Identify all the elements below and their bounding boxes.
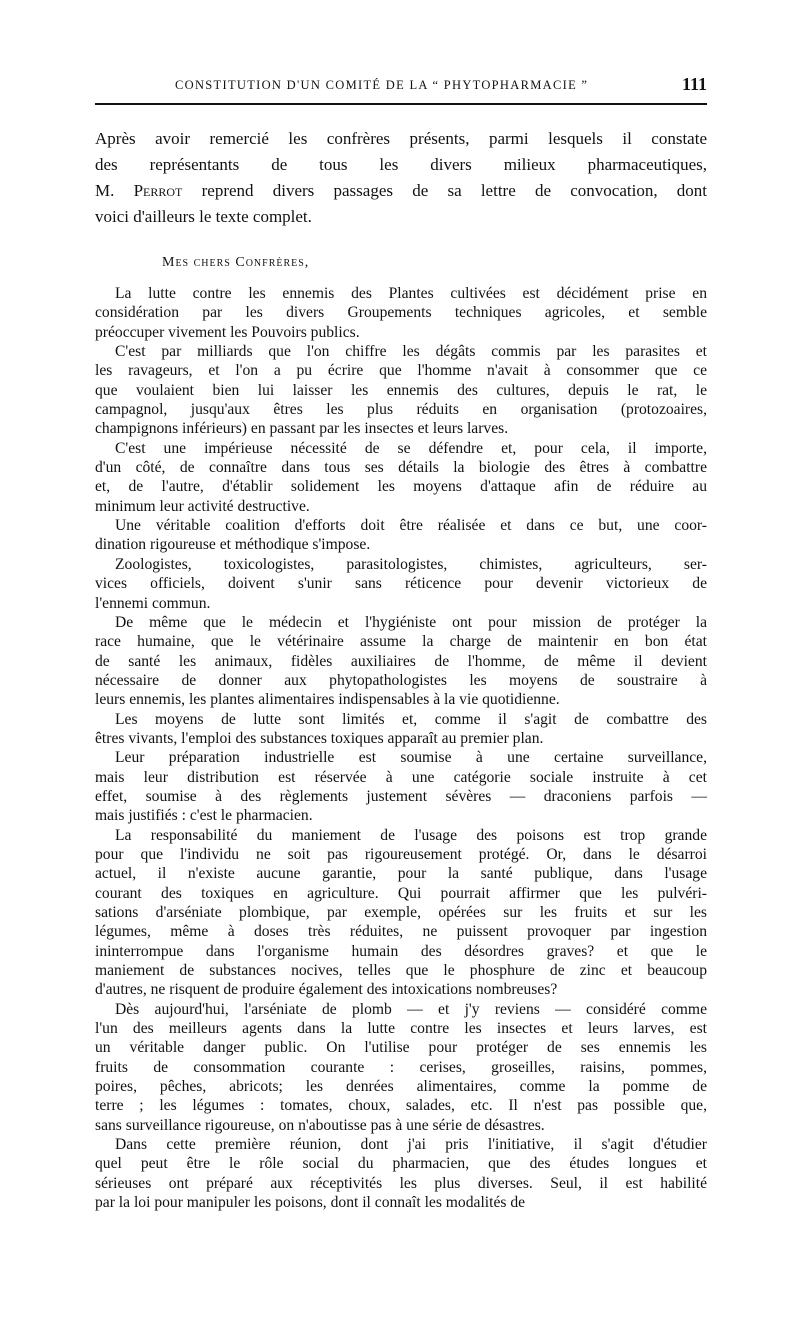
intro-paragraph [95, 126, 707, 230]
header-rule [95, 103, 707, 105]
letter-line: légumes, même à doses très réduites, ne puissent provoquer par ingestion [95, 923, 707, 941]
letter-line: effet, soumise à des règlements justement sévères — draconiens parfois — [95, 787, 707, 805]
letter-line: d'autres, ne risquent de produire également des intoxications nombreuses? [95, 981, 558, 999]
letter-paragraph [95, 710, 707, 749]
letter-line: De même que le médecin et l'hygiéniste ont pour mission de protéger la [115, 613, 707, 631]
letter-body [95, 284, 707, 1213]
intro-line: Après avoir remercié les confrères présents, parmi lesquels il constate [95, 129, 707, 148]
letter-paragraph [95, 613, 707, 710]
intro-line: voici d'ailleurs le texte complet. [95, 207, 312, 226]
letter-line: actuel, il n'existe aucune garantie, pour la santé publique, dans l'usage [95, 865, 707, 883]
letter-line: quel peut être le rôle social du pharmacien, que des études longues et [95, 1155, 707, 1173]
letter-paragraph [95, 516, 707, 555]
letter-paragraph [95, 555, 707, 613]
letter-line: d'un côté, de connaître dans tous ses détails la biologie des êtres à combattre [95, 459, 707, 477]
letter-line: pour que l'individu ne soit pas rigoureusement protégé. Or, dans le désarroi [95, 845, 707, 863]
letter-line: leurs ennemis, les plantes alimentaires indispensables à la vie quotidienne. [95, 691, 560, 709]
letter-line: les ravageurs, et l'on a pu écrire que l'homme n'avait à consommer que ce [95, 362, 707, 380]
letter-line: par la loi pour manipuler les poisons, dont il connaît les modalités de [95, 1194, 526, 1212]
intro-line: des représentants de tous les divers milieux pharmaceutiques, [95, 155, 707, 174]
letter-line: et, de l'autre, d'établir solidement les moyens d'attaque afin de réduire au [95, 478, 707, 496]
letter-line: fruits de consommation courante : cerises, groseilles, raisins, pommes, [95, 1058, 707, 1076]
running-title: CONSTITUTION D'UN COMITÉ DE LA “ PHYTOPHARMACIE ” [175, 78, 589, 92]
letter-line: que voulaient bien lui laisser les ennemis des cultures, depuis le rat, le [95, 381, 707, 399]
letter-line: champignons inférieurs) en passant par les insectes et leurs larves. [95, 420, 509, 438]
letter-line: êtres vivants, l'emploi des substances toxiques apparaît au premier plan. [95, 729, 544, 747]
letter-line: vices officiels, doivent s'unir sans réticence pour devenir victorieux de [95, 575, 707, 593]
letter-line: l'ennemi commun. [95, 594, 211, 612]
letter-line: campagnol, jusqu'aux êtres les plus réduits en organisation (protozoaires, [95, 401, 707, 419]
letter-line: Une véritable coalition d'efforts doit être réalisée et dans ce but, une coor- [115, 517, 707, 535]
letter-paragraph [95, 748, 707, 825]
letter-line: mais leur distribution est réservée à une catégorie sociale instruite à cet [95, 768, 707, 786]
letter-paragraph [95, 1000, 707, 1135]
letter-line: C'est une impérieuse nécessité de se défendre et, pour cela, il importe, [115, 439, 707, 457]
letter-line: l'un des meilleurs agents dans la lutte contre les insectes et leurs larves, est [95, 1020, 707, 1038]
letter-line: terre ; les légumes : tomates, choux, salades, etc. Il n'est pas possible que, [95, 1097, 707, 1115]
letter-line: minimum leur activité destructive. [95, 497, 310, 515]
letter-paragraph [95, 826, 707, 1000]
letter-line: Zoologistes, toxicologistes, parasitologistes, chimistes, agriculteurs, ser- [115, 555, 707, 573]
intro-line: M. Perrot reprend divers passages de sa lettre de convocation, dont [95, 181, 708, 200]
letter-line: considération par les divers Groupements techniques agricoles, et semble [95, 304, 707, 322]
letter-line: nécessaire de donner aux phytopathologistes les moyens de soustraire à [95, 671, 707, 689]
letter-line: Leur préparation industrielle est soumise à une certaine surveillance, [115, 749, 707, 767]
letter-line: poires, pêches, abricots; les denrées alimentaires, comme la pomme de [95, 1078, 707, 1096]
letter-line: ininterrompue dans l'organisme humain des désordres graves? et que le [95, 942, 707, 960]
letter-line: sérieuses ont préparé aux réceptivités les plus diverses. Seul, il est habilité [95, 1174, 707, 1192]
running-header [95, 74, 707, 98]
letter-line: mais justifiés : c'est le pharmacien. [95, 807, 313, 825]
letter-line: sations d'arséniate plombique, par exemple, opérées sur les fruits et sur les [95, 904, 707, 921]
letter-line: race humaine, que le vétérinaire assume la charge de maintenir en bon état [95, 633, 707, 651]
letter-line: Dans cette première réunion, dont j'ai pris l'initiative, il s'agit d'étudier [115, 1136, 707, 1154]
letter-line: La lutte contre les ennemis des Plantes cultivées est décidément prise en [115, 285, 707, 302]
letter-line: un véritable danger public. On l'utilise pour protéger de ses ennemis les [95, 1039, 707, 1057]
author-name: Perrot [133, 181, 183, 200]
letter-line: dination rigoureuse et méthodique s'impose. [95, 536, 371, 554]
letter-paragraph [95, 284, 707, 342]
letter-paragraph [95, 342, 707, 439]
letter-paragraph [95, 439, 707, 516]
page-number: 111 [681, 74, 707, 94]
letter-line: Les moyens de lutte sont limités et, comme il s'agit de combattre des [115, 710, 707, 728]
letter-line: Dès aujourd'hui, l'arséniate de plomb — et j'y reviens — considéré comme [115, 1000, 707, 1018]
letter-line: maniement de substances nocives, telles que le phosphure de zinc et beaucoup [95, 962, 707, 980]
letter-line: sans surveillance rigoureuse, on n'aboutisse pas à une série de désastres. [95, 1116, 545, 1134]
letter-line: de santé les animaux, fidèles auxiliaires de l'homme, de même il devient [95, 652, 707, 670]
letter-line: C'est par milliards que l'on chiffre les dégâts commis par les parasites et [115, 343, 707, 361]
letter-line: La responsabilité du maniement de l'usage des poisons est trop grande [115, 826, 707, 844]
letter-salutation: Mes chers Confrères, [162, 255, 310, 270]
letter-paragraph [95, 1135, 707, 1212]
letter-line: préoccuper vivement les Pouvoirs publics. [95, 323, 360, 341]
letter-line: courant des toxiques en agriculture. Qui pourrait affirmer que les pulvéri- [95, 884, 707, 902]
